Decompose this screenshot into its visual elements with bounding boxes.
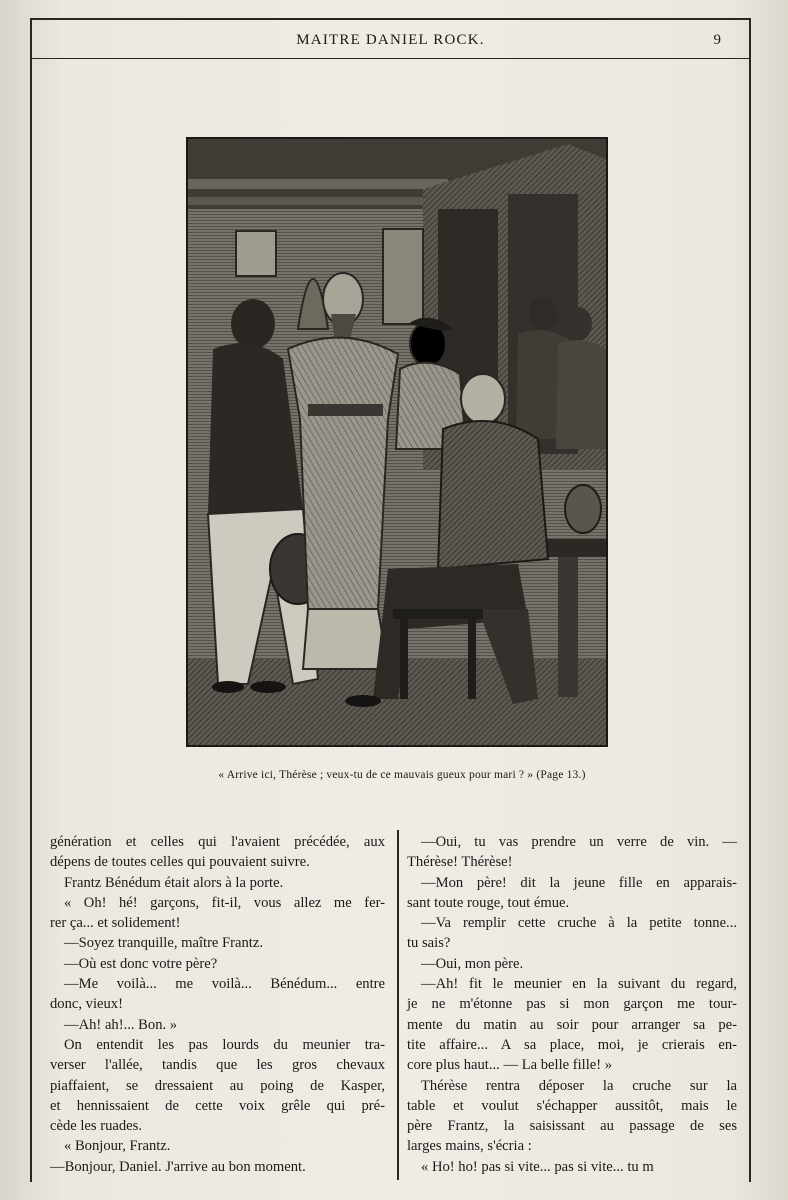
text-line: rer ça... et solidement! [50,915,181,932]
engraving-illustration [186,137,608,747]
text-line: « Bonjour, Frantz. [64,1138,171,1155]
text-line: verser l'allée, tandis que les gros chevaux [50,1057,385,1074]
text-line: tu sais? [407,935,451,952]
text-line: je ne m'étonne pas si mon garçon me tour- [407,996,737,1013]
text-line: cède les ruades. [50,1118,142,1135]
page-frame [30,18,751,1182]
text-line: donc, vieux! [50,996,123,1013]
text-line: génération et celles qui l'avaient précédée, aux [50,834,385,850]
text-line: —Va remplir cette cruche à la petite tonne... [421,915,737,932]
text-line: —Ah! ah!... Bon. » [64,1016,178,1033]
text-line: Frantz Bénédum était alors à la porte. [64,874,284,891]
page-header [32,20,749,59]
illustration-caption: « Arrive ici, Thérèse ; veux-tu de ce mauvais gueux pour mari ? » (Page 13.) [218,769,586,781]
text-line: core plus haut... — La belle fille! » [407,1057,613,1074]
text-line: Thérèse! Thérèse! [407,854,513,871]
text-line: père Frantz, la saisissant au passage de ses [407,1118,737,1135]
text-line: Thérèse rentra déposer la cruche sur la [421,1077,737,1094]
page-number: 9 [713,32,721,48]
text-line: sant toute rouge, tout émue. [407,894,570,911]
text-line: larges mains, s'écria : [407,1138,532,1155]
text-line: tite affaire... A sa place, moi, je crierais en- [407,1036,737,1053]
text-line: « Oh! hé! garçons, fit-il, vous allez me fer- [64,894,385,911]
text-line: On entendit les pas lourds du meunier tra- [64,1036,385,1053]
text-line: —Mon père! dit la jeune fille en apparais- [421,874,737,891]
text-line: —Oui, mon père. [421,955,524,972]
text-line: et hennissaient de cette voix grêle qui pré- [50,1097,385,1114]
text-column-right [407,832,737,1177]
text-line: —Soyez tranquille, maître Frantz. [64,935,263,952]
text-line: —Me voilà... me voilà... Bénédum... entre [64,976,385,993]
text-line: table et voulut s'échapper aussitôt, mais le [407,1097,737,1114]
text-line: —Ah! fit le meunier en la suivant du regard, [421,976,737,993]
text-line: piaffaient, se dressaient au poing de Kasper, [50,1077,385,1094]
text-line: —Oui, tu vas prendre un verre de vin. — [421,834,737,850]
text-line: —Bonjour, Daniel. J'arrive au bon moment. [50,1158,306,1175]
text-line: mente du matin au soir pour arranger sa pe- [407,1016,737,1033]
column-divider [397,830,399,1180]
text-line: dépens de toutes celles qui pouvaient suivre. [50,854,310,871]
text-line: —Où est donc votre père? [64,955,218,972]
text-column-left [50,832,385,1177]
running-title: MAITRE DANIEL ROCK. [296,32,485,48]
text-line: « Ho! ho! pas si vite... pas si vite... tu m [421,1158,654,1175]
